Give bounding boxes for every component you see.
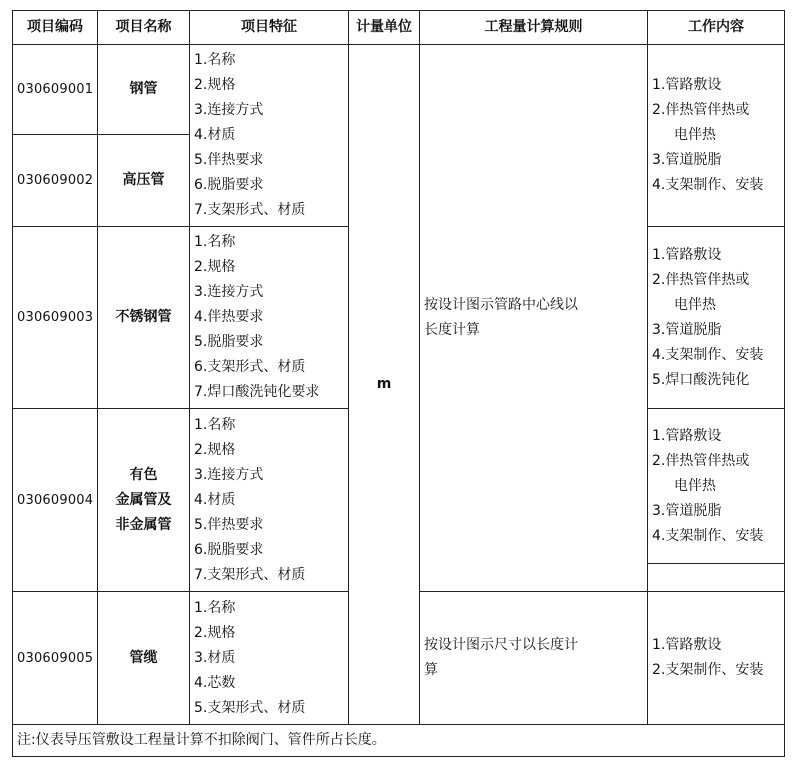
feature-line: 7.支架形式、材质 (194, 566, 306, 583)
work-line: 1.管路敷设 (652, 637, 722, 653)
work-line: 4.支架制作、安装 (652, 527, 764, 544)
work-line: 电伴热 (674, 127, 716, 143)
work-line: 2.伴热管伴热或 (652, 452, 750, 469)
header-work: 工作内容 (648, 11, 785, 45)
feature-line: 1.名称 (194, 599, 236, 616)
feature-line: 4.材质 (194, 127, 236, 143)
work-line: 4.支架制作、安装 (652, 177, 764, 193)
item-code: 030609003 (13, 227, 98, 409)
item-code: 030609004 (13, 409, 98, 592)
feature-line: 4.伴热要求 (194, 309, 264, 325)
feature-line: 7.焊口酸洗钝化要求 (194, 384, 320, 400)
work-line: 电伴热 (674, 296, 716, 313)
header-row (13, 11, 785, 45)
item-name-line: 高压管 (122, 172, 165, 188)
work-line: 4.支架制作、安装 (652, 346, 764, 363)
feature-line: 2.规格 (194, 259, 236, 275)
feature-line: 2.规格 (194, 77, 236, 93)
work-cell-empty (648, 564, 785, 592)
item-name (98, 135, 190, 227)
work-line: 1.管路敷设 (652, 427, 722, 444)
item-name (98, 227, 190, 409)
feature-line: 7.支架形式、材质 (194, 202, 306, 218)
work-line: 2.伴热管伴热或 (652, 102, 750, 118)
feature-line: 3.连接方式 (194, 284, 264, 300)
work-line: 1.管路敷设 (652, 77, 722, 93)
header-code: 项目编码 (13, 11, 98, 45)
feature-line: 2.规格 (194, 624, 236, 641)
feature-line: 1.名称 (194, 416, 236, 433)
feature-line: 6.脱脂要求 (194, 541, 264, 558)
item-features (190, 592, 349, 725)
work-line: 3.管道脱脂 (652, 152, 722, 168)
feature-line: 5.伴热要求 (194, 516, 264, 533)
feature-line: 3.材质 (194, 649, 236, 666)
feature-line: 5.伴热要求 (194, 152, 264, 168)
feature-line: 3.连接方式 (194, 102, 264, 118)
feature-line: 1.名称 (194, 234, 236, 250)
item-code: 030609001 (13, 45, 98, 135)
work-line: 3.管道脱脂 (652, 502, 722, 519)
rule-line: 按设计图示尺寸以长度计 (424, 637, 578, 653)
feature-line: 4.材质 (194, 491, 236, 508)
rule-cell-b (420, 592, 648, 725)
header-features: 项目特征 (190, 11, 349, 45)
item-name-line: 金属管及 (115, 491, 172, 508)
work-cell (648, 45, 785, 227)
item-name-line: 钢管 (129, 81, 158, 97)
item-name-line: 有色 (129, 466, 158, 483)
item-features (190, 227, 349, 409)
feature-line: 1.名称 (194, 52, 236, 68)
feature-line: 4.芯数 (194, 674, 236, 691)
header-unit: 计量单位 (349, 11, 420, 45)
item-code: 030609002 (13, 135, 98, 227)
work-cell (648, 409, 785, 564)
rule-line: 算 (424, 662, 438, 678)
rule-cell-a (420, 45, 648, 592)
rule-line: 按设计图示管路中心线以 (424, 297, 578, 313)
item-features (190, 409, 349, 592)
table-note: 注:仪表导压管敷设工程量计算不扣除阀门、管件所占长度。 (13, 725, 785, 757)
work-line: 2.支架制作、安装 (652, 662, 764, 678)
item-name (98, 409, 190, 592)
work-cell (648, 592, 785, 725)
item-name-line: 管缆 (129, 649, 158, 666)
work-cell (648, 227, 785, 409)
item-name (98, 45, 190, 135)
work-line: 5.焊口酸洗钝化 (652, 371, 750, 388)
work-line: 1.管路敷设 (652, 246, 722, 263)
note-row (13, 725, 785, 757)
work-line: 2.伴热管伴热或 (652, 271, 750, 288)
feature-line: 2.规格 (194, 441, 236, 458)
feature-line: 6.支架形式、材质 (194, 359, 306, 375)
feature-line: 5.支架形式、材质 (194, 699, 306, 716)
work-line: 电伴热 (674, 477, 716, 494)
spec-table (12, 10, 785, 757)
header-name: 项目名称 (98, 11, 190, 45)
unit-cell: m (349, 45, 420, 725)
feature-line: 3.连接方式 (194, 466, 264, 483)
item-name-line: 不锈钢管 (115, 309, 172, 325)
rule-line: 长度计算 (424, 322, 480, 338)
item-code: 030609005 (13, 592, 98, 725)
feature-line: 5.脱脂要求 (194, 334, 264, 350)
feature-line: 6.脱脂要求 (194, 177, 264, 193)
item-features (190, 45, 349, 227)
item-name-line: 非金属管 (115, 516, 172, 533)
work-line: 3.管道脱脂 (652, 321, 722, 338)
table-row (13, 45, 785, 135)
header-rule: 工程量计算规则 (420, 11, 648, 45)
item-name (98, 592, 190, 725)
